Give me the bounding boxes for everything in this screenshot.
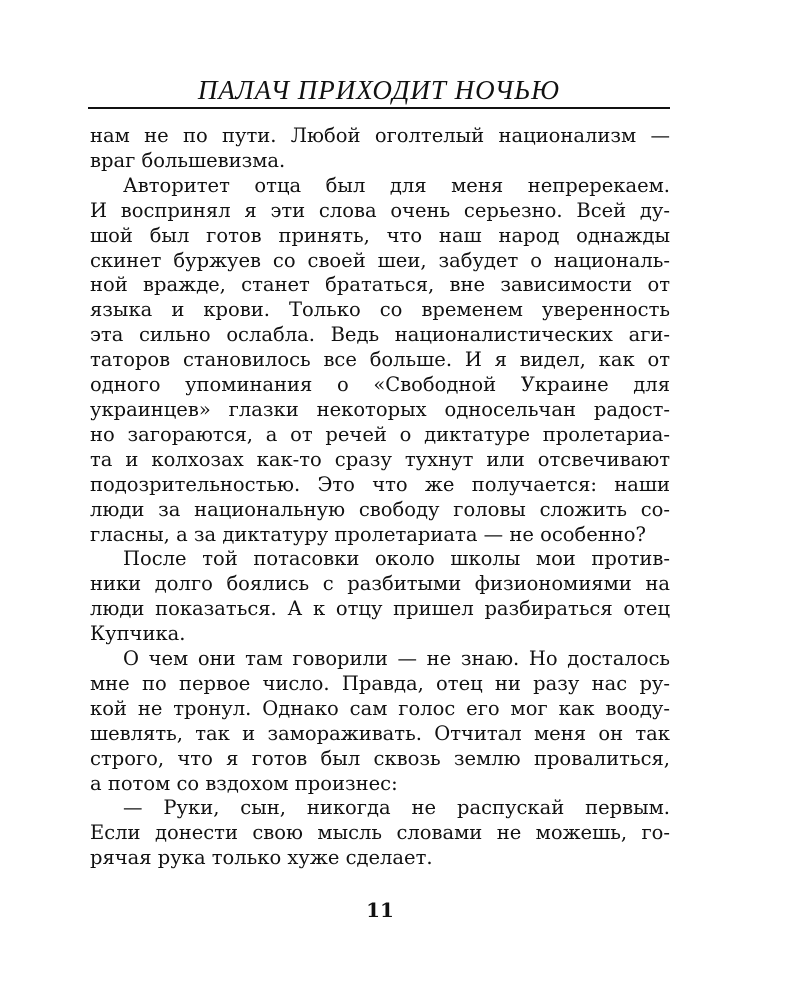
text-line: — Руки, сын, никогда не распускай первым. bbox=[123, 796, 670, 820]
text-line: одного упоминания о «Свободной Украине для bbox=[90, 373, 670, 397]
text-line: И воспринял я эти слова очень серьезно. Всей ду- bbox=[90, 198, 670, 222]
text-line: Авторитет отца был для меня непререкаем. bbox=[123, 173, 670, 197]
text-line: рячая рука только хуже сделает. bbox=[90, 846, 433, 870]
text-line: После той потасовки около школы мои против- bbox=[123, 547, 670, 571]
text-line: ники долго боялись с разбитыми физиономиями на bbox=[90, 572, 670, 596]
text-line: строго, что я готов был сквозь землю провалиться, bbox=[90, 746, 670, 770]
text-line: шевлять, так и замораживать. Отчитал меня он так bbox=[90, 721, 670, 745]
text-line: люди показаться. А к отцу пришел разбираться отец bbox=[90, 597, 670, 621]
text-line: Если донести свою мысль словами не можешь, го- bbox=[90, 821, 670, 845]
text-line: та и колхозах как-то сразу тухнут или отсвечивают bbox=[90, 447, 670, 471]
text-line: Купчика. bbox=[90, 622, 186, 646]
text-line: кой не тронул. Однако сам голос его мог как вооду- bbox=[90, 696, 670, 720]
text-line: но загораются, а от речей о диктатуре пролетариа- bbox=[90, 422, 670, 446]
text-line: О чем они там говорили — не знаю. Но досталось bbox=[123, 647, 670, 671]
text-line: подозрительностью. Это что же получается: наши bbox=[90, 472, 670, 496]
text-line: а потом со вздохом произнес: bbox=[90, 771, 398, 795]
text-line: люди за национальную свободу головы сложить со- bbox=[90, 497, 670, 521]
header-rule bbox=[88, 107, 670, 109]
text-line: украинцев» глазки некоторых односельчан радост- bbox=[90, 397, 670, 421]
text-line: языка и крови. Только со временем уверенность bbox=[90, 298, 670, 322]
running-head: ПАЛАЧ ПРИХОДИТ НОЧЬЮ bbox=[197, 75, 561, 105]
text-line: враг большевизма. bbox=[90, 148, 286, 172]
text-line: скинет буржуев со своей шеи, забудет о националь- bbox=[90, 248, 670, 272]
text-line: ной вражде, станет брататься, вне зависимости от bbox=[90, 273, 670, 297]
text-line: мне по первое число. Правда, отец ни разу нас ру- bbox=[90, 671, 670, 695]
text-line: гласны, а за диктатуру пролетариата — не особенно? bbox=[90, 522, 646, 546]
page-number: 11 bbox=[366, 898, 394, 922]
page-body bbox=[90, 124, 670, 871]
text-line: шой был готов принять, что наш народ однажды bbox=[90, 223, 670, 247]
text-line: нам не по пути. Любой оголтелый национализм — bbox=[90, 124, 670, 147]
text-line: таторов становилось все больше. И я видел, как от bbox=[90, 348, 670, 372]
text-line: эта сильно ослабла. Ведь националистических аги- bbox=[90, 323, 670, 347]
